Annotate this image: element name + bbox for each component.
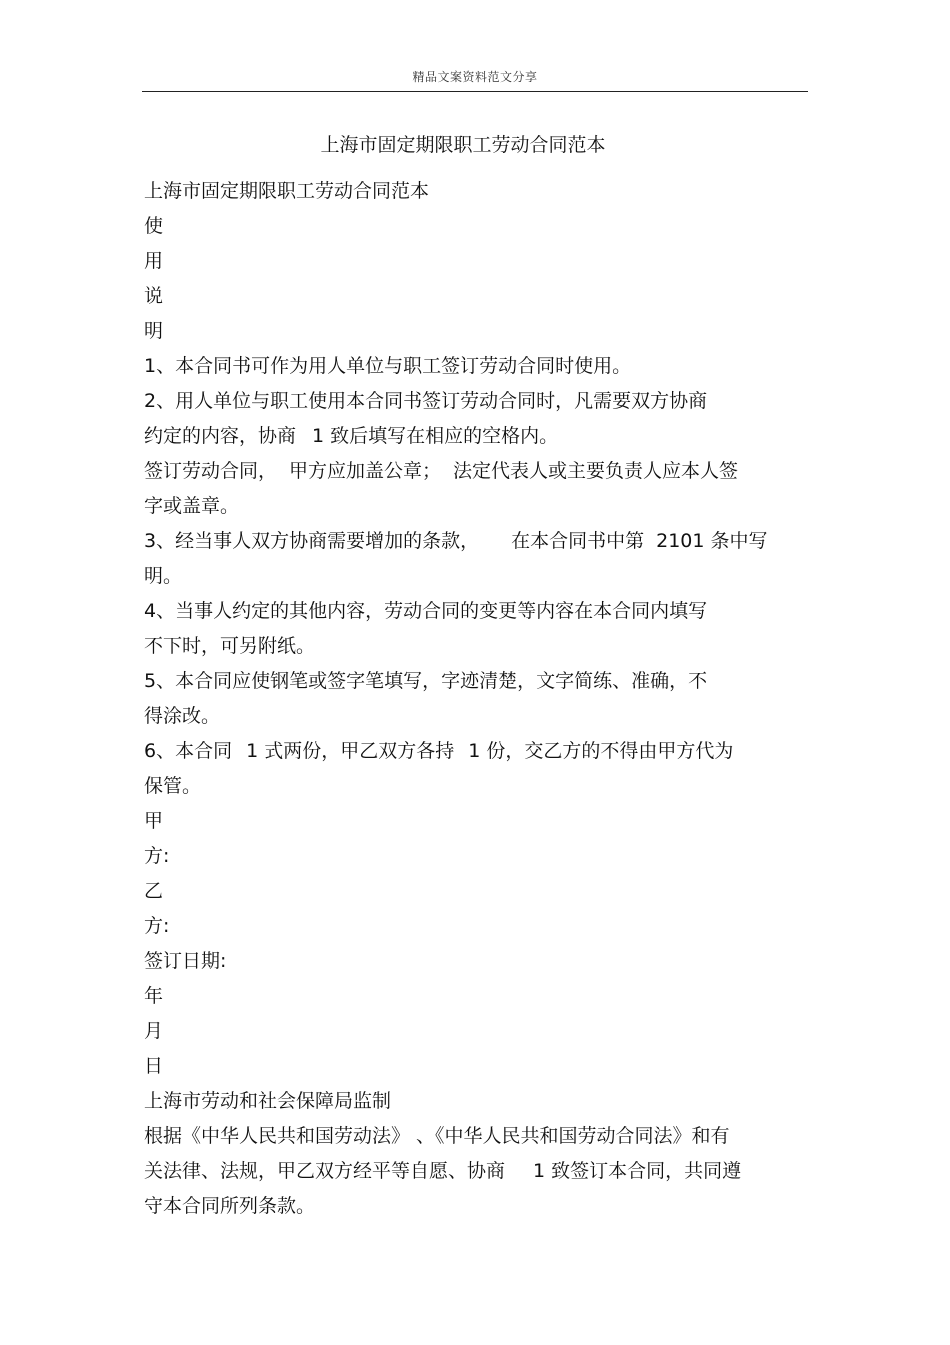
usage-heading-char: 说: [144, 285, 164, 307]
text-segment: 法定代表人或主要负责人应本人签: [453, 460, 739, 482]
header-divider: [142, 91, 808, 92]
text-segment: 签订劳动合同，: [144, 460, 278, 482]
text-segment: 关法律、法规，甲乙双方经平等自愿、协商: [144, 1160, 506, 1182]
usage-item-5-line: 得涂改。: [144, 705, 221, 727]
sign-date-label: 签订日期:: [144, 950, 227, 972]
document-subtitle: 上海市固定期限职工劳动合同范本: [144, 180, 430, 202]
year-label: 年: [144, 985, 164, 1007]
usage-item-3-line: 明。: [144, 565, 183, 587]
running-header: 精品文案资料范文分享: [412, 70, 538, 84]
usage-item-4-line: 4、当事人约定的其他内容，劳动合同的变更等内容在本合同内填写: [144, 600, 708, 622]
usage-item-1: 1、本合同书可作为用人单位与职工签订劳动合同时使用。: [144, 355, 632, 377]
text-segment: 约定的内容，协商: [144, 425, 297, 447]
usage-item-6-line: 保管。: [144, 775, 202, 797]
text-segment: 2101 条中写: [656, 530, 768, 552]
usage-heading-char: 明: [144, 320, 164, 342]
day-label: 日: [144, 1055, 164, 1077]
usage-item-4-line: 不下时，可另附纸。: [144, 635, 316, 657]
document-body: [144, 174, 808, 1224]
usage-item-2-line: [144, 454, 808, 489]
usage-item-3-line: [144, 524, 808, 559]
party-b-label: 乙: [144, 880, 164, 902]
usage-item-2-line: 2、用人单位与职工使用本合同书签订劳动合同时，凡需要双方协商: [144, 390, 708, 412]
month-label: 月: [144, 1020, 164, 1042]
text-segment: 6、本合同: [144, 740, 233, 762]
usage-item-2-line: 字或盖章。: [144, 495, 240, 517]
usage-item-2-line: [144, 419, 808, 454]
text-segment: 甲方应加盖公章；: [289, 460, 442, 482]
preamble-line: [144, 1154, 808, 1189]
usage-heading-char: 用: [144, 250, 164, 272]
text-segment: 1 致签订本合同，共同遵: [533, 1160, 742, 1182]
usage-heading-char: 使: [144, 215, 164, 237]
text-segment: 1 致后填写在相应的空格内。: [312, 425, 559, 447]
usage-item-6-line: [144, 734, 808, 769]
text-segment: 在本合同书中第: [511, 530, 645, 552]
text-segment: 3、经当事人双方协商需要增加的条款，: [144, 530, 480, 552]
preamble-line: 守本合同所列条款。: [144, 1195, 316, 1217]
party-a-label: 方:: [144, 845, 170, 867]
usage-item-5-line: 5、本合同应使钢笔或签字笔填写，字迹清楚，文字简练、准确，不: [144, 670, 708, 692]
document-title: 上海市固定期限职工劳动合同范本: [320, 134, 606, 156]
text-segment: 1 份，交乙方的不得由甲方代为: [468, 740, 734, 762]
party-b-label: 方:: [144, 915, 170, 937]
supervisor-line: 上海市劳动和社会保障局监制: [144, 1090, 392, 1112]
preamble-line: 根据《中华人民共和国劳动法》 、《中华人民共和国劳动合同法》和有: [144, 1125, 730, 1147]
party-a-label: 甲: [144, 810, 164, 832]
text-segment: 1 式两份，甲乙双方各持: [246, 740, 455, 762]
